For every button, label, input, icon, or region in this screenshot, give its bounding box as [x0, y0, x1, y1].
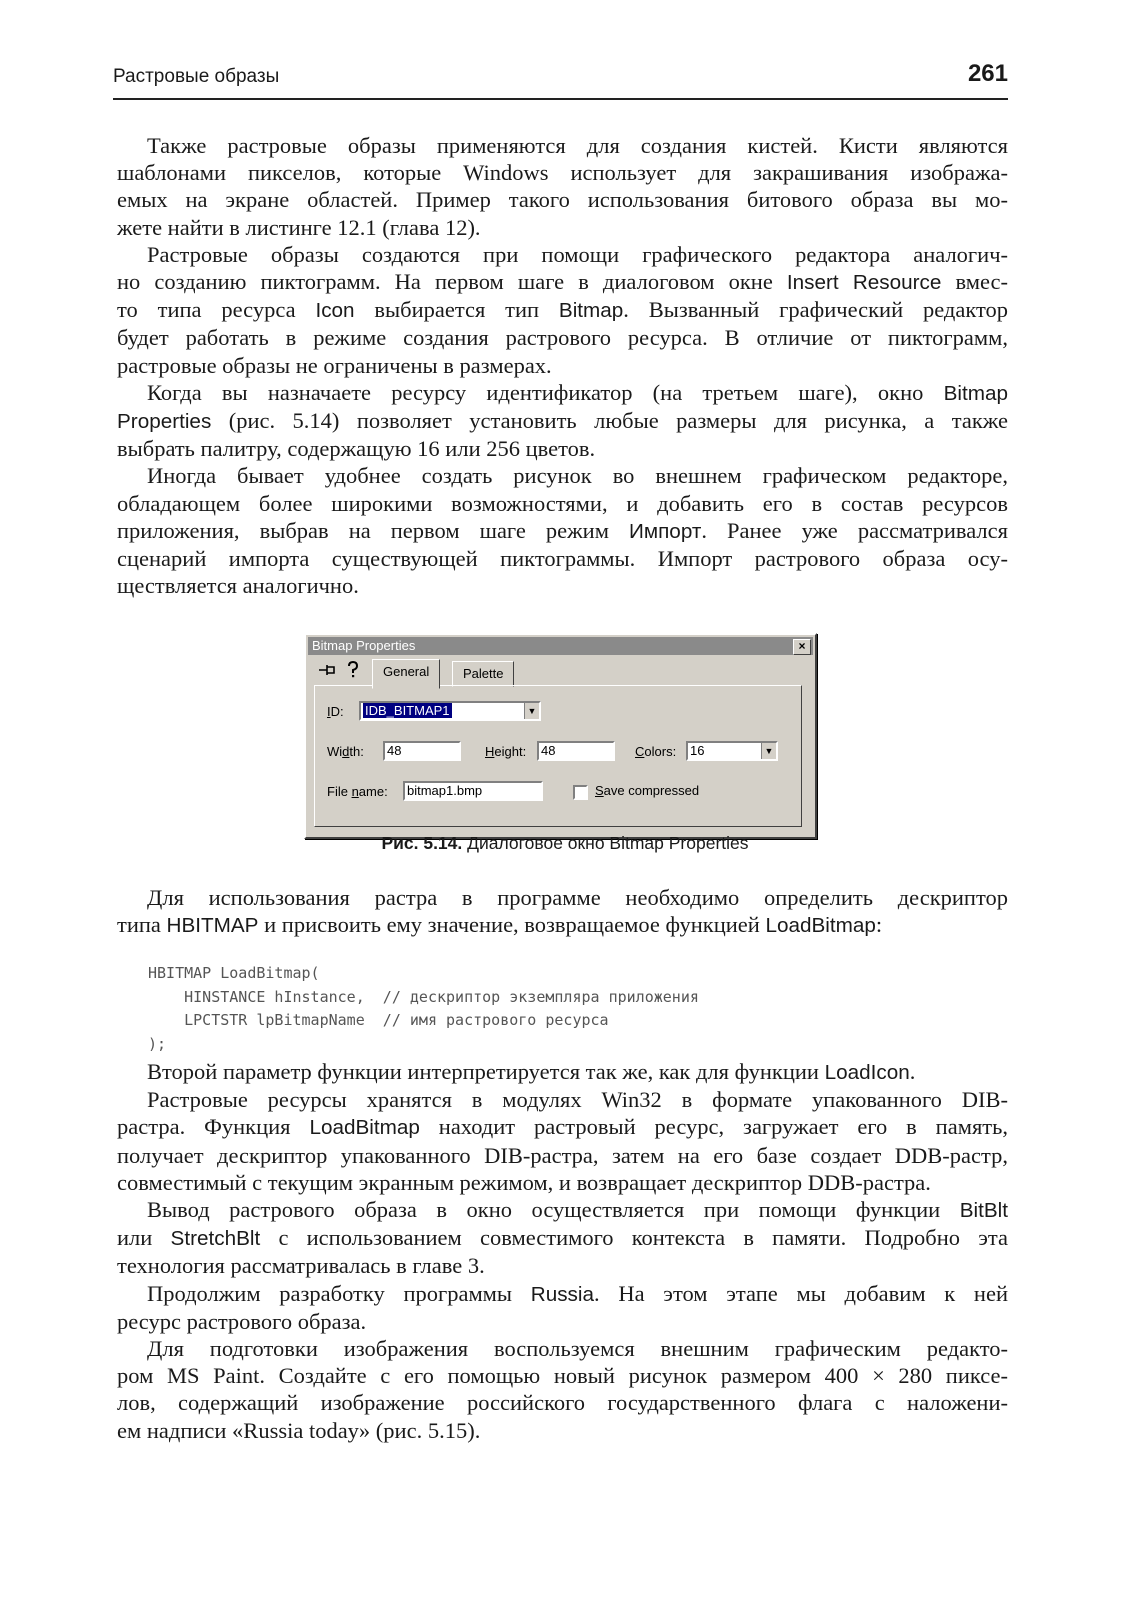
width-label: Width:: [327, 744, 364, 759]
text-line: Когда вы назначаете ресурсу идентификатор (на третьем шаге), окно Bitmap: [147, 379, 1008, 405]
paragraph: [117, 379, 1008, 463]
width-field[interactable]: 48: [383, 741, 461, 761]
text-line: будет работать в режиме создания растрового ресурса. В отличие от пиктограмм,: [117, 325, 1008, 351]
paragraphs-block-2: [117, 884, 1008, 939]
close-button[interactable]: ×: [793, 639, 811, 655]
paragraph: [117, 241, 1008, 379]
text-line: жете найти в листинге 12.1 (глава 12).: [117, 214, 481, 240]
paragraph: [117, 1196, 1008, 1280]
text-line: приложения, выбрав на первом шаге режим Импорт. Ранее уже рассматривался: [117, 517, 1008, 543]
id-combobox[interactable]: IDB_BITMAP1 ▼: [359, 701, 541, 721]
tab-general[interactable]: General: [372, 659, 440, 689]
chevron-down-icon[interactable]: ▼: [761, 743, 776, 759]
text-line: типа HBITMAP и присвоить ему значение, возвращаемое функцией LoadBitmap:: [117, 912, 883, 938]
filename-field[interactable]: bitmap1.bmp: [403, 781, 543, 801]
text-line: растра. Функция LoadBitmap находит растровый ресурс, загружает его в память,: [117, 1114, 1009, 1140]
code-listing: [148, 962, 699, 1056]
text-line: ем надписи «Russia today» (рис. 5.15).: [117, 1417, 481, 1443]
tab-palette[interactable]: Palette: [452, 661, 514, 687]
text-line: выбрать палитру, содержащую 16 или 256 цветов.: [117, 436, 596, 462]
text-line: Вывод растрового образа в окно осуществляется при помощи функции BitBlt: [147, 1197, 1008, 1223]
save-compressed-label: Save compressed: [595, 783, 700, 798]
height-label: Height:: [485, 744, 527, 759]
text-line: Продолжим разработку программы Russia. На этом этапе мы добавим к ней: [147, 1280, 1008, 1306]
text-line: технология рассматривалась в главе 3.: [117, 1253, 485, 1279]
id-label: ID:: [327, 704, 344, 719]
code-line: );: [148, 1034, 167, 1053]
text-line: совместимый с текущим экранным режимом, и возвращает дескриптор DDB-растра.: [117, 1169, 931, 1195]
text-line: ресурс растрового образа.: [117, 1308, 367, 1334]
page-header: [113, 58, 1008, 100]
colors-combobox[interactable]: 16 ▼: [686, 741, 778, 761]
text-line: емых на экране областей. Пример такого использования битового образа вы мо-: [117, 187, 1008, 213]
text-line: Properties (рис. 5.14) позволяет установить любые размеры для рисунка, а также: [117, 408, 1008, 434]
general-tab-pane: [314, 685, 802, 827]
filename-label: File name:: [327, 784, 388, 799]
text-line: Растровые ресурсы хранятся в модулях Win32 в формате упакованного DIB-: [147, 1087, 1008, 1113]
colors-label: Colors:: [635, 744, 677, 759]
text-line: Растровые образы создаются при помощи графического редактора аналогич-: [147, 241, 1008, 267]
text-line: или StretchBlt с использованием совместимого контекста в памяти. Подробно эта: [117, 1225, 1008, 1251]
text-line: ром MS Paint. Создайте с его помощью новый рисунок размером 400 × 280 пиксе-: [117, 1363, 1008, 1389]
paragraph: [117, 1086, 1008, 1196]
code-line: HINSTANCE hInstance, // дескриптор экземпляра приложения: [148, 987, 699, 1006]
text-line: сценарий импорта существующей пиктограммы. Импорт растрового образа осу-: [117, 546, 1008, 572]
dialog-title: Bitmap Properties: [312, 638, 416, 653]
page-number: 261: [967, 60, 1008, 87]
save-compressed-checkbox[interactable]: [573, 785, 588, 800]
dialog-titlebar: [308, 637, 813, 655]
paragraphs-block-3: [117, 1058, 1008, 1444]
height-field[interactable]: 48: [537, 741, 615, 761]
tab-strip: [314, 661, 804, 685]
paragraph: [117, 132, 1008, 241]
running-title: Растровые образы: [113, 66, 280, 87]
text-line: лов, содержащий изображение российского государственного флага с наложени-: [117, 1390, 1008, 1416]
text-line: Для использования растра в программе необходимо определить дескриптор: [147, 885, 1008, 910]
figure-caption: Рис. 5.14. Диалоговое окно Bitmap Properties: [381, 833, 749, 853]
pushpin-icon[interactable]: [318, 663, 338, 681]
text-line: обладающем более широкими возможностями, и добавить его в состав ресурсов: [117, 490, 1008, 516]
text-line: но созданию пиктограмм. На первом шаге в диалоговом окне Insert Resource вмес-: [117, 269, 1008, 295]
chevron-down-icon[interactable]: ▼: [524, 703, 539, 719]
paragraph: [117, 1058, 1008, 1086]
paragraph: [117, 884, 1008, 939]
code-line: HBITMAP LoadBitmap(: [148, 964, 320, 982]
text-line: Также растровые образы применяются для создания кистей. Кисти являются: [147, 133, 1008, 158]
paragraph: [117, 1335, 1008, 1444]
paragraphs-block-1: [117, 132, 1008, 599]
help-icon[interactable]: [346, 661, 360, 684]
text-line: получает дескриптор упакованного DIB-растра, затем на его базе создает DDB-растр,: [117, 1142, 1008, 1168]
text-line: шаблонами пикселов, которые Windows использует для закрашивания изобража-: [117, 160, 1008, 186]
text-line: Для подготовки изображения воспользуемся внешним графическим редакто-: [147, 1336, 1008, 1362]
text-line: Второй параметр функции интерпретируется так же, как для функции LoadIcon.: [147, 1059, 916, 1084]
text-line: то типа ресурса Icon выбирается тип Bitmap. Вызванный графический редактор: [117, 297, 1009, 323]
bitmap-properties-dialog: [304, 633, 817, 839]
paragraph: [117, 462, 1008, 599]
code-line: LPCTSTR lpBitmapName // имя растрового ресурса: [148, 1011, 609, 1029]
paragraph: [117, 1280, 1008, 1335]
text-line: растровые образы не ограничены в размерах.: [117, 352, 552, 378]
text-line: Иногда бывает удобнее создать рисунок во внешнем графическом редакторе,: [147, 463, 1008, 489]
text-line: ществляется аналогично.: [117, 573, 359, 599]
